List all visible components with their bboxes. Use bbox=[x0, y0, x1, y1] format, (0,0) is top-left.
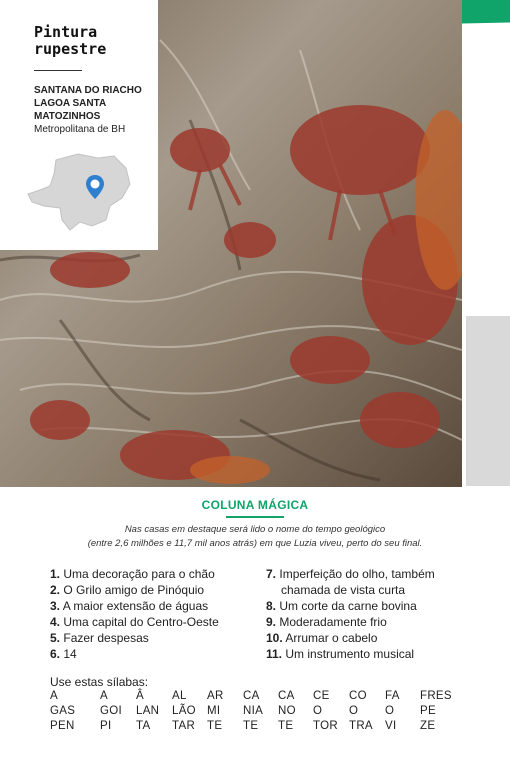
syllable: LÃO bbox=[172, 705, 196, 717]
syllable: TAR bbox=[172, 720, 196, 732]
clue-5: 5. Fazer despesas bbox=[50, 631, 149, 645]
title-line-1: Pintura bbox=[34, 23, 98, 41]
syllable: CA bbox=[278, 690, 295, 702]
syllable: AL bbox=[172, 690, 187, 702]
syllable: O bbox=[313, 705, 323, 717]
clue-8: 8. Um corte da carne bovina bbox=[266, 599, 417, 613]
title-divider bbox=[34, 70, 82, 71]
place-lagoa-santa: LAGOA SANTA bbox=[34, 98, 107, 109]
syllable: CO bbox=[349, 690, 367, 702]
activity-title: COLUNA MÁGICA bbox=[201, 498, 309, 512]
syllable: GOI bbox=[100, 705, 122, 717]
syllable: FA bbox=[385, 690, 400, 702]
syllable: FRES bbox=[420, 690, 452, 702]
clue-7-continuation: chamada de vista curta bbox=[281, 583, 406, 597]
syllable: PEN bbox=[50, 720, 75, 732]
syllable: O bbox=[385, 705, 395, 717]
activity-description-line-2: (entre 2,6 milhões e 11,7 mil anos atrás) em que Luzia viveu, perto do seu final. bbox=[87, 538, 423, 549]
syllable: MI bbox=[207, 705, 221, 717]
syllable: TOR bbox=[313, 720, 338, 732]
syllable: A bbox=[100, 690, 108, 702]
syllable: CE bbox=[313, 690, 330, 702]
clue-3: 3. A maior extensão de águas bbox=[50, 599, 209, 613]
syllable: LAN bbox=[136, 705, 160, 717]
side-grey-band bbox=[466, 316, 510, 486]
syllable: CA bbox=[243, 690, 260, 702]
syllable: NO bbox=[278, 705, 296, 717]
syllable: A bbox=[50, 690, 58, 702]
title-line-2: rupestre bbox=[34, 40, 107, 58]
clue-11: 11. Um instrumento musical bbox=[266, 647, 415, 661]
clue-10: 10. Arrumar o cabelo bbox=[266, 631, 378, 645]
place-matozinhos: MATOZINHOS bbox=[34, 111, 101, 122]
clue-2: 2. O Grilo amigo de Pinóquio bbox=[50, 583, 205, 597]
syllable: Â bbox=[136, 690, 144, 702]
clue-6: 6. 14 bbox=[50, 647, 77, 661]
syllable: GAS bbox=[50, 705, 76, 717]
syllable: PI bbox=[100, 720, 112, 732]
syllable: ZE bbox=[420, 720, 436, 732]
clue-4: 4. Uma capital do Centro-Oeste bbox=[50, 615, 219, 629]
syllable: NIA bbox=[243, 705, 264, 717]
syllable: TE bbox=[243, 720, 259, 732]
syllable: VI bbox=[385, 720, 397, 732]
syllable: TRA bbox=[349, 720, 373, 732]
map-pin-icon bbox=[85, 174, 105, 200]
syllable: O bbox=[349, 705, 359, 717]
activity-title-underline bbox=[226, 516, 284, 518]
syllable: TE bbox=[278, 720, 294, 732]
syllable: AR bbox=[207, 690, 224, 702]
syllable: TE bbox=[207, 720, 223, 732]
clue-1: 1. Uma decoração para o chão bbox=[50, 567, 215, 581]
section-title bbox=[34, 24, 106, 58]
place-santana-do-riacho: SANTANA DO RIACHO bbox=[34, 85, 142, 96]
location-info-box bbox=[0, 0, 158, 250]
clue-9: 9. Moderadamente frio bbox=[266, 615, 387, 629]
syllable: PE bbox=[420, 705, 436, 717]
region-label: Metropolitana de BH bbox=[34, 124, 126, 135]
syllable: TA bbox=[136, 720, 151, 732]
clue-7: 7. Imperfeição do olho, também bbox=[266, 567, 435, 581]
syllables-label: Use estas sílabas: bbox=[50, 675, 149, 689]
state-map bbox=[26, 150, 136, 234]
activity-description-line-1: Nas casas em destaque será lido o nome do tempo geológico bbox=[124, 524, 386, 535]
